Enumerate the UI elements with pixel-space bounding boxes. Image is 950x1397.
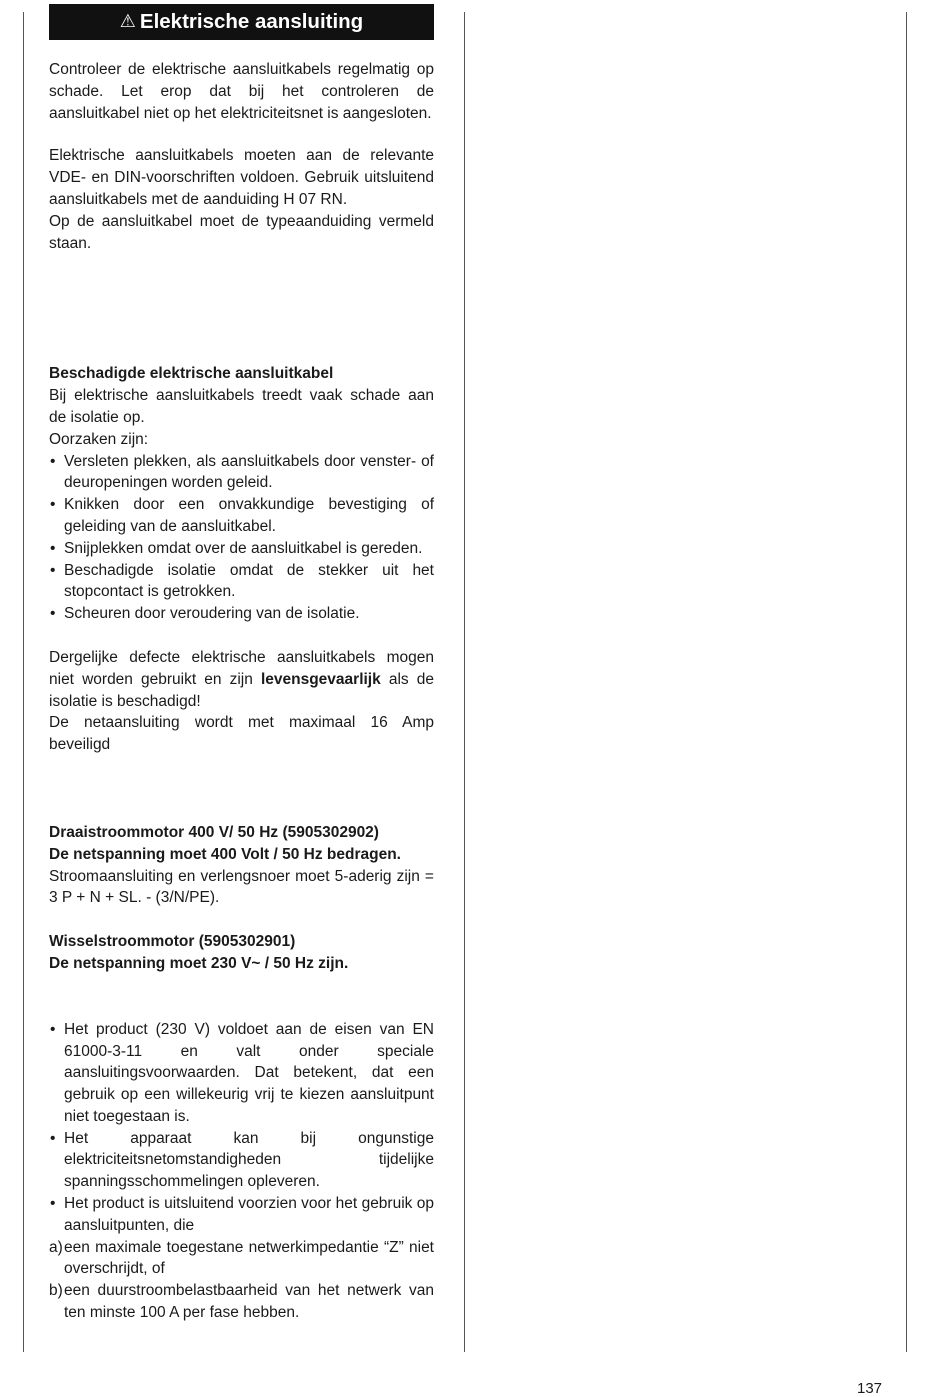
intro-paragraph-1: Controleer de elektrische aansluitkabels regelmatig op schade. Let erop dat bij het controleren de aansluitkabel niet op het elektriciteitsnet is aangesloten. <box>49 61 434 122</box>
page-number: 137 <box>857 1380 883 1397</box>
condition-a: a) een maximale toegestane netwerkimpedantie “Z” niet overschrijdt, of <box>49 1238 434 1278</box>
list-item: • Het product is uitsluitend voorzien voor het gebruik op aansluitpunten, die <box>49 1193 434 1237</box>
list-item: • Beschadigde isolatie omdat de stekker uit het stopcontact is getrokken. <box>49 560 434 604</box>
three-phase-cable-text: Stroomaansluiting en verlengsnoer moet 5-aderig zijn = 3 P + N + SL. - (3/N/PE). <box>49 867 434 907</box>
condition-b: b) een duurstroombelastbaarheid van het netwerk van ten minste 100 A per fase hebben. <box>49 1282 434 1322</box>
danger-emphasis: levensgevaarlijk <box>260 670 381 688</box>
list-item: • Het product (230 V) voldoet aan de eisen van EN 61000-3-11 en valt onder speciale aansluitingsvoorwaarden. Dat betekent, dat een gebruik op een willekeurig vrij te kiezen aansluitpunt niet toegestaan is. <box>49 1019 434 1128</box>
warning-triangle-icon: ⚠ <box>119 11 136 31</box>
damaged-cable-intro: Bij elektrische aansluitkabels treedt vaak schade aan de isolatie op. <box>49 387 434 426</box>
column-divider <box>464 12 465 1352</box>
list-item: • Het apparaat kan bij ongunstige elektriciteitsnetomstandigheden tijdelijke spanningsschommelingen opleveren. <box>49 1128 434 1193</box>
single-phase-section <box>49 931 434 975</box>
single-phase-heading: Wisselstroommotor (5905302901) <box>49 933 296 951</box>
list-item: • Versleten plekken, als aansluitkabels door venster- of deuropeningen worden geleid. <box>49 451 434 495</box>
causes-list <box>49 451 434 625</box>
left-margin-rule <box>23 12 24 1352</box>
section-title-bar <box>49 4 434 40</box>
notes-list <box>49 1019 434 1237</box>
cable-standard-text: Elektrische aansluitkabels moeten aan de relevante VDE- en DIN-voorschriften voldoen. Gebruik uitsluitend aansluitkabels met de aanduiding H 07 RN. <box>49 147 434 208</box>
type-marking-text: Op de aansluitkabel moet de typeaanduiding vermeld staan. <box>49 212 434 252</box>
list-item: • Scheuren door veroudering van de isolatie. <box>49 603 434 625</box>
connection-notes <box>49 1019 434 1324</box>
intro-paragraph-2 <box>49 145 434 254</box>
fuse-text: De netaansluiting wordt met maximaal 16 Amp beveiligd <box>49 714 434 754</box>
danger-warning-text: Dergelijke defecte elektrische aansluitkabels mogen niet worden gebruikt en zijn levensgevaarlijk als de isolatie is beschadigd! <box>49 648 434 710</box>
damaged-cable-heading: Beschadigde elektrische aansluitkabel <box>49 365 334 383</box>
right-margin-rule <box>906 12 907 1352</box>
section-title: Elektrische aansluiting <box>139 10 364 33</box>
three-phase-voltage: De netspanning moet 400 Volt / 50 Hz bedragen. <box>49 845 401 863</box>
three-phase-section <box>49 822 434 909</box>
list-item: • Knikken door een onvakkundige bevestiging of geleiding van de aansluitkabel. <box>49 494 434 538</box>
causes-label: Oorzaken zijn: <box>49 430 149 448</box>
list-item: • Snijplekken omdat over de aansluitkabel is gereden. <box>49 538 434 560</box>
text-column <box>49 4 434 1324</box>
single-phase-voltage: De netspanning moet 230 V~ / 50 Hz zijn. <box>49 954 349 972</box>
damaged-cable-section <box>49 363 434 756</box>
three-phase-heading: Draaistroommotor 400 V/ 50 Hz (5905302902) <box>49 823 379 841</box>
